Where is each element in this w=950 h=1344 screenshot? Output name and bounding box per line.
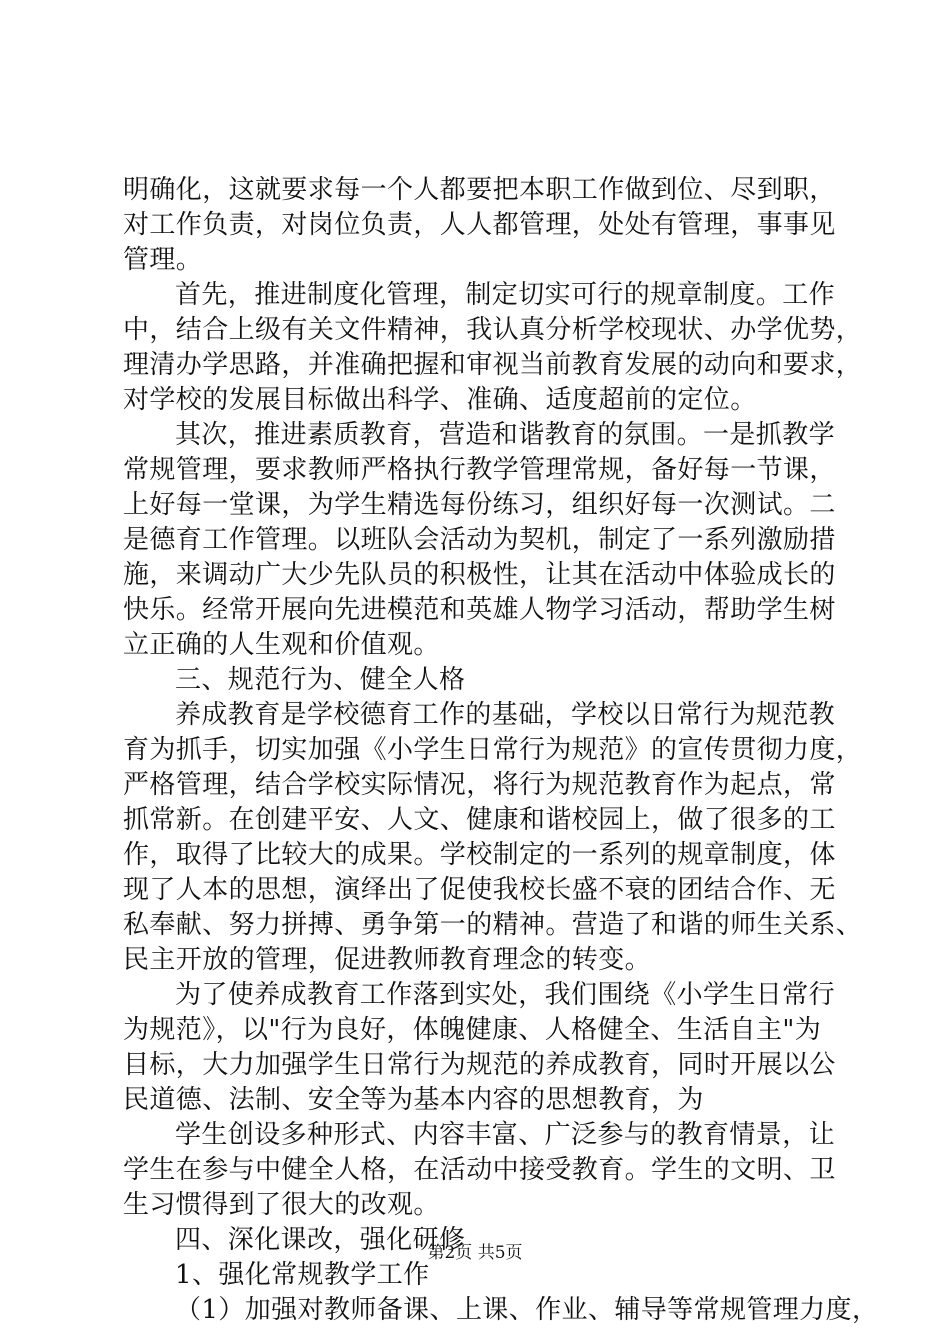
text-line: 作，取得了比较大的成果。学校制定的一系列的规章制度，体 xyxy=(123,840,836,870)
text-line: 抓常新。在创建平安、人文、健康和谐校园上，做了很多的工 xyxy=(123,805,836,835)
text-line: 快乐。经常开展向先进模范和英雄人物学习活动，帮助学生树 xyxy=(123,595,836,625)
text-line: 理清办学思路，并准确把握和审视当前教育发展的动向和要求， xyxy=(123,350,863,380)
section-heading: 三、规范行为、健全人格 xyxy=(175,665,466,695)
text-line: 是德育工作管理。以班队会活动为契机，制定了一系列激励措 xyxy=(123,525,836,555)
text-line: 现了人本的思想，演绎出了促使我校长盛不衰的团结合作、无 xyxy=(123,875,836,905)
text-line: （1）加强对教师备课、上课、作业、辅导等常规管理力度， xyxy=(175,1295,879,1325)
text-line: 生习惯得到了很大的改观。 xyxy=(123,1190,440,1220)
text-line: 管理。 xyxy=(123,245,203,275)
text-line: 学生在参与中健全人格，在活动中接受教育。学生的文明、卫 xyxy=(123,1155,836,1185)
text-line: 中，结合上级有关文件精神，我认真分析学校现状、办学优势， xyxy=(123,315,863,345)
text-line: 常规管理，要求教师严格执行教学管理常规，备好每一节课， xyxy=(123,455,836,485)
text-line: 施，来调动广大少先队员的积极性，让其在活动中体验成长的 xyxy=(123,560,836,590)
text-line: 民主开放的管理，促进教师教育理念的转变。 xyxy=(123,945,652,975)
page-footer: 第2页 共5页 xyxy=(427,1243,523,1263)
text-line: 民道德、法制、安全等为基本内容的思想教育，为 xyxy=(123,1085,704,1115)
text-line: 对学校的发展目标做出科学、准确、适度超前的定位。 xyxy=(123,385,757,415)
subsection-heading: 1、强化常规教学工作 xyxy=(175,1260,430,1290)
text-line: 私奉献、努力拼搏、勇争第一的精神。营造了和谐的师生关系、 xyxy=(123,910,863,940)
section-heading: 四、深化课改，强化研修 xyxy=(175,1225,466,1255)
text-line: 明确化，这就要求每一个人都要把本职工作做到位、尽到职， xyxy=(123,175,836,205)
text-line: 目标，大力加强学生日常行为规范的养成教育，同时开展以公 xyxy=(123,1050,836,1080)
text-line: 立正确的人生观和价值观。 xyxy=(123,630,440,660)
text-line: 为了使养成教育工作落到实处，我们围绕《小学生日常行 xyxy=(175,980,836,1010)
text-line: 上好每一堂课，为学生精选每份练习，组织好每一次测试。二 xyxy=(123,490,836,520)
text-line: 首先，推进制度化管理，制定切实可行的规章制度。工作 xyxy=(175,280,836,310)
text-line: 对工作负责，对岗位负责，人人都管理，处处有管理，事事见 xyxy=(123,210,836,240)
text-line: 严格管理，结合学校实际情况，将行为规范教育作为起点，常 xyxy=(123,770,836,800)
text-line: 育为抓手，切实加强《小学生日常行为规范》的宣传贯彻力度， xyxy=(123,735,863,765)
text-line: 其次，推进素质教育，营造和谐教育的氛围。一是抓教学 xyxy=(175,420,836,450)
text-line: 为规范》，以"行为良好，体魄健康、人格健全、生活自主"为 xyxy=(123,1015,822,1045)
text-line: 学生创设多种形式、内容丰富、广泛参与的教育情景，让 xyxy=(175,1120,836,1150)
text-line: 养成教育是学校德育工作的基础，学校以日常行为规范教 xyxy=(175,700,836,730)
